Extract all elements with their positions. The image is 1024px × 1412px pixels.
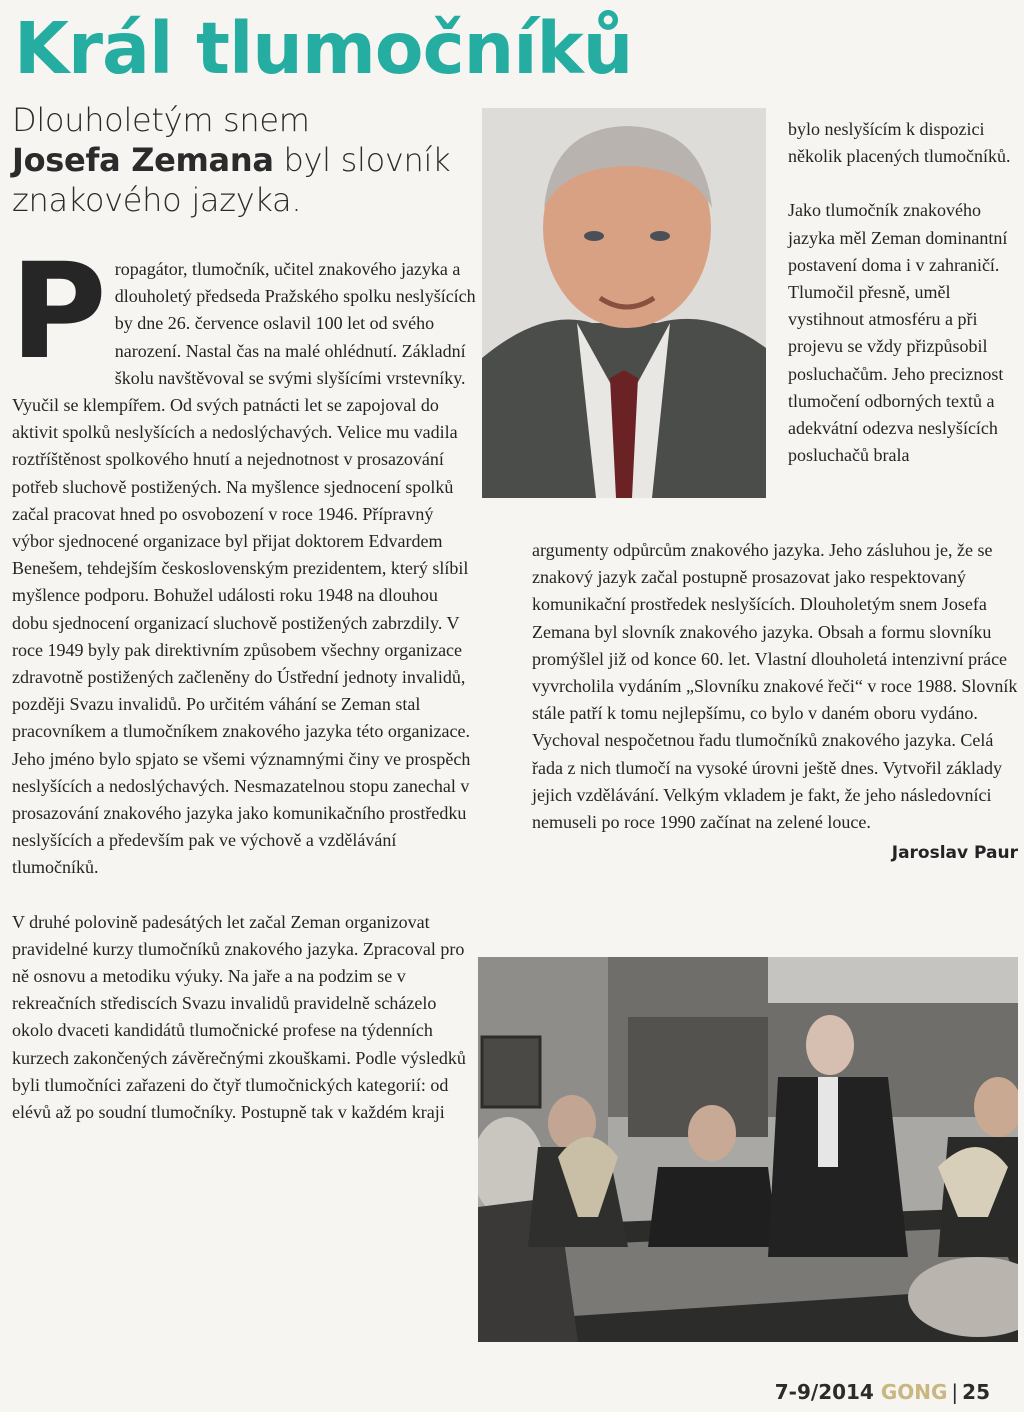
subtitle-lead: Dlouholetým snem bbox=[12, 101, 310, 139]
issue-number: 7-9/2014 bbox=[774, 1380, 874, 1404]
right-column bbox=[788, 116, 1020, 469]
subtitle-name: Josefa Zemana bbox=[12, 141, 274, 179]
paragraph-intro: ropagátor, tlumočník, učitel znakového jazyka a dlouholetý předseda Pražského spolku neslyšících by dne 26. července oslavil 100 let od svého narození. Nastal čas na malé ohlédnutí. Základní školu navštěvoval se svými slyšícími vrstevníky. Vyučil se klempířem. Od svých patnácti let se zapojoval do aktivit spolků neslyšících a nedoslýchavých. Velice mu vadila roztříštěnost spolkového hnutí a nejednotnost v prosazování potřeb sluchově postižených. Na myšlence sjednocení spolků začal pracovat hned po osvobození v roce 1946. Přípravný výbor sjednocené organizace byl přijat doktorem Edvardem Benešem, tehdejším československým prezidentem, který slíbil myšlence podporu. Bohužel události roku 1948 na dlouhou dobu sjednocení organizací sluchově postižených zabrzdily. V roce 1949 byly pak direktivním způsobem všechny organizace zdravotně postižených začleněny do Ústřední jednoty invalidů, později Svazu invalidů. Po určitém váhání se Zeman stal pracovníkem a tlumočníkem znakového jazyka této organizace. Jeho jméno bylo spjato se všemi významnými činy ve prospěch neslyšících a nedoslýchavých. Nesmazatelnou stopu zanechal v prosazování znakového jazyka jako komunikačního prostředku neslyšících a především pak ve výchově a vzdělávání tlumočníků. bbox=[12, 259, 476, 878]
article-title: Král tlumočníků bbox=[14, 7, 633, 90]
drop-cap: P bbox=[10, 235, 107, 389]
paragraph-dictionary: argumenty odpůrcům znakového jazyka. Jeho zásluhou je, že se znakový jazyk začal postupně prosazovat jako respektovaný komunikační prostředek neslyšících. Dlouholetým snem Josefa Zemana byl slovník znakového jazyka. Obsah a formu slovníku promýšlel již od konce 60. let. Vlastní dlouholetá intenzivní práce vyvrcholila vydáním „Slovníku znakové řeči“ v roce 1988. Slovník stále patří k tomu nejlepšímu, co bylo v daném oboru vydáno. Vychoval nespočetnou řadu tlumočníků znakového jazyka. Celá řada z nich tlumočí na vysoké úrovni ještě dnes. Vytvořil základy jejich vzdělávání. Velkým vkladem je fakt, že jeho následovníci nemuseli po roce 1990 začínat na zelené louce. bbox=[532, 540, 1018, 833]
group-meeting-photo bbox=[478, 957, 1018, 1342]
paragraph-interpreter: Jako tlumočník znakového jazyka měl Zeman dominantní postavení doma i v zahraničí. Tlumočil přesně, uměl vystihnout atmosféru a při projevu se vždy přizpůsobil posluchačům. Jeho preciznost tlumočení odborných textů a adekvátní odezva neslyšících posluchačů brala bbox=[788, 200, 1008, 466]
article-subtitle bbox=[12, 100, 482, 220]
article-author: Jaroslav Paur bbox=[891, 843, 1018, 864]
footer-separator: | bbox=[951, 1380, 959, 1404]
left-column bbox=[10, 235, 477, 1126]
middle-column bbox=[532, 537, 1018, 867]
paragraph-continuation: bylo neslyšícím k dispozici několik placených tlumočníků. bbox=[788, 119, 1011, 167]
page-footer bbox=[775, 1380, 990, 1404]
page-number: 25 bbox=[962, 1380, 990, 1404]
paragraph-courses: V druhé polovině padesátých let začal Zeman organizovat pravidelné kurzy tlumočníků znakového jazyka. Zpracoval pro ně osnovu a metodiku výuky. Na jaře a na podzim se v rekreačních střediscích Svazu invalidů pravidelně scházelo okolo dvaceti kandidátů tlumočnické profese na týdenních kurzech zakončených závěrečnými zkouškami. Podle výsledků byli tlumočníci zařazeni do čtyř tlumočnických kategorií: od elévů až po soudní tlumočníky. Postupně tak v každém kraji bbox=[12, 911, 466, 1123]
magazine-brand: GONG bbox=[880, 1380, 948, 1404]
subtitle-tail: byl slovník znakového jazyka. bbox=[12, 141, 451, 219]
portrait-photo bbox=[482, 108, 766, 498]
